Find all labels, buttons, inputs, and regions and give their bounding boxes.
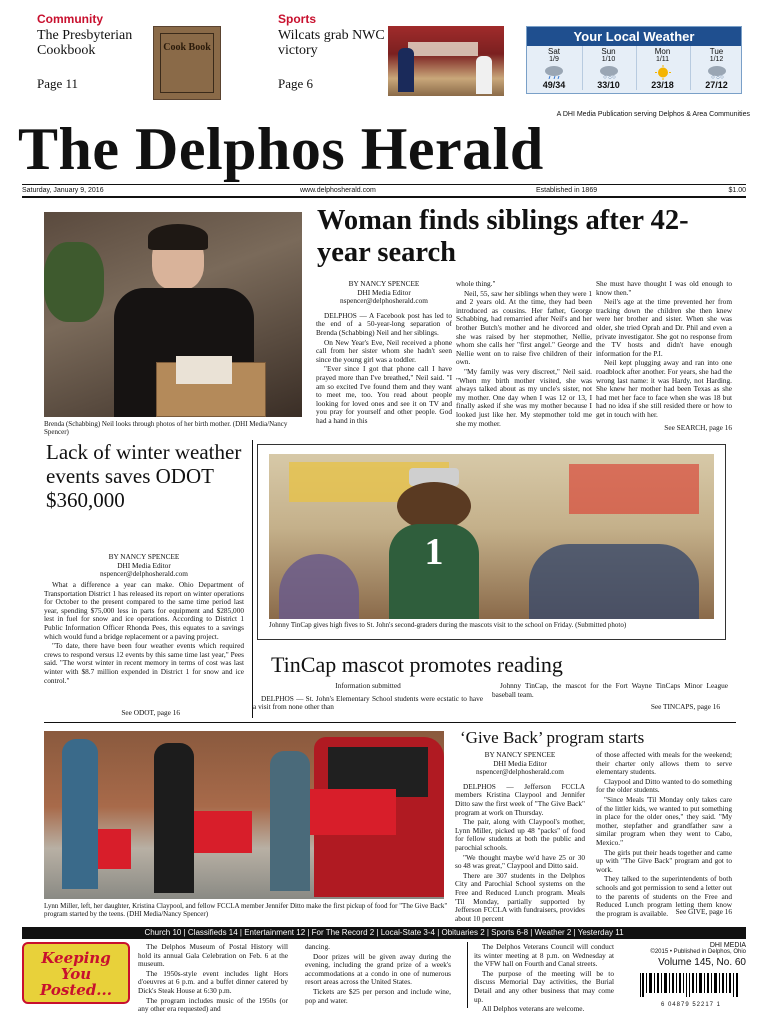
paragraph: dancing. [305,942,330,951]
teaser-kicker: Sports [278,12,317,26]
story2-byline [44,553,244,579]
plant-shape [44,242,104,322]
posted-column-3 [474,943,614,1015]
photographs [176,356,232,384]
paragraph: Neil kept plugging away and ran into one roadblock after another. For years, she had the wrong last name: it was Hardy, not Harding. She knew her mother had been Texas as she had met her face to face when she was 18 but had no idea if she still resided there or how to get in touch with her. [596,358,732,419]
person-figure [62,739,98,889]
section-index-bar[interactable]: Church 10 | Classifieds 14 | Entertainment 12 | For The Record 2 | Local-State 3-4 | Obituaries 2 | Sports 6-8 | Weather 2 | Yesterday 11 [22,927,746,939]
byline-email[interactable]: nspencer@delphosherald.com [476,767,564,777]
rain-cloud-icon [528,64,580,80]
story1-headline[interactable]: Woman finds siblings after 42-year search [317,205,689,268]
paragraph: Tickets are $25 per person and include wine, pop and water. [305,986,451,1005]
paragraph: of those affected with meals for the weekend; their charter only allows them to serve elementary students. [596,750,732,777]
paragraph: They talked to the superintendents of both schools and got permission to send a letter out to the parents of students on the Free and Reduced Lunch program letting them know the program is available. [596,874,732,918]
snow-cloud-icon [583,64,634,80]
teaser-community[interactable] [37,12,152,91]
paragraph: The Delphos Veterans Council will conduct its winter meeting at 8 p.m. on Wednesday at the VFW hall on Fourth and Canal streets. [474,942,614,969]
teaser-title: Wilcats grab NWC victory [278,28,385,58]
story1-column-1 [316,280,452,427]
story3-byline: Information submitted [335,681,401,690]
paragraph: The girls put their heads together and came up with "The Give Back" program and got to work. [596,847,732,874]
story3-jump-link[interactable]: See TINCAPS, page 16 [650,702,720,711]
posted-column-2 [305,943,451,1006]
gym-banner [408,42,478,56]
masthead-tagline: A DHI Media Publication serving Delphos & Area Communities [556,111,750,118]
cookbook-cover-title: Cook Book [160,33,214,93]
site-url[interactable]: www.delphosherald.com [300,187,376,194]
story1-column-3 [596,280,732,421]
byline-title: DHI Media Editor [493,758,547,768]
established-year: Established in 1869 [536,187,598,194]
woman-hair [148,224,208,250]
story3-caption: Johnny TinCap gives high fives to St. John's second-graders during the mascots visit to the school on Friday. (Submitted photo) [269,621,627,629]
story2-body [44,581,244,686]
story1-jump-link[interactable]: See SEARCH, page 16 [664,423,732,432]
paragraph: DELPHOS — St. John's Elementary School students were ecstatic to have a visit from none other than [253,693,483,712]
column-divider [467,942,468,1008]
barcode [636,973,746,1008]
paragraph: whole thing." [456,279,496,288]
byline-email[interactable]: nspencer@delphosherald.com [340,296,428,306]
paragraph: "Since Meals 'Til Monday only takes care of the littler kids, we wanted to put something in place for the older ones," they said. "My mother, stepfather and grandfather saw a similar program when they went to Cabo, Mexico." [596,794,732,847]
paragraph: There are 307 students in the Delphos City and Parochial School systems on the Free and Reduced Lunch program. Meals 'Til Monday, partially supported by Jefferson FCCLA with fundraisers, provides about 10 percent [455,870,585,923]
paragraph: On New Year's Eve, Neil received a phone call from her sister whom she hadn't seen since the young girl was a toddler. [316,337,452,364]
story3-photo [269,454,714,619]
paragraph: She must have thought I was old enough to know then." [596,279,732,297]
column-divider [252,440,253,718]
paragraph: The pair, along with Claypool's mother, Lynn Miller, picked up 48 "packs" of food for fellow students at both the public and parochial schools. [455,817,585,852]
red-crate [310,789,396,835]
story3-photo-frame [257,444,726,640]
story4-column-2 [596,751,732,919]
person-figure [154,743,194,893]
weather-days [527,46,741,93]
story3-column-2 [492,682,728,700]
paragraph: "My family was very discreet," Neil said. "When my birth mother visited, she was always talked about as my uncle's sister, not my mother. One day when I was 12 or 13, I finally asked if she was my mother because I looked just like her. My stepmother told me she my mother. [456,366,592,428]
paragraph: The purpose of the meeting will be to discuss Memorial Day activities, the Burial Detail and any other business that may come up. [474,968,614,1004]
bulletin-board [569,464,699,514]
weather-box [526,26,742,94]
paragraph: The program includes music of the 1950s (or any other era requested) and [138,995,288,1014]
weather-day-sun: Sun 1/10 33/10 [582,46,634,90]
paragraph: "To date, there have been four weather events which required crews to respond versus 12 events by this same time last year," Pees said. "The worst winter in recent memory in terms of cost was last winter with $8.7 million expended in District 1 for snow and ice control." [44,641,244,685]
masthead-title: The Delphos Herald [18,116,544,182]
teaser-page: Page 6 [278,76,314,91]
sun-icon [637,64,688,80]
posted-column-1 [138,943,288,1015]
paragraph: "We thought maybe we'd have 25 or 30 so 48 was great," Claypool and Ditto said. [455,852,585,871]
byline-name: BY NANCY SPENCEE [348,279,420,288]
paragraph: All Delphos veterans are welcome. [482,1004,585,1014]
story4-headline[interactable]: ‘Give Back’ program starts [460,728,645,747]
paragraph: DELPHOS — A Facebook post has led to the end of a 50-year-long separation of Brenda (Schabbing) Neil and her siblings. [316,310,452,337]
paragraph: What a difference a year can make. Ohio Department of Transportation District 1 has released its report on winter operations for October to the present compared to the same time period last year, spending $75,000 less in parts for equipment and $285,000 lest in fuel for snow and ice operations. According to District 1 Public Information Officer Rhonda Pees, this equates to a savings which would fund a bridge replacement or a paving project. [44,580,244,641]
issue-date: Saturday, January 9, 2016 [22,187,104,194]
byline-email[interactable]: nspencer@delphosherald.com [100,569,188,579]
issue-price: $1.00 [728,187,746,194]
story1-column-2 [456,280,592,429]
story4-column-1 [455,751,585,924]
teaser-title: The Presbyterian Cookbook [37,28,133,58]
publication-info [622,942,746,968]
person-figure [270,751,310,891]
story3-column-1 [253,682,483,713]
cookbook-thumbnail [153,26,221,100]
story1-photo [44,212,302,417]
teaser-kicker: Community [37,12,103,26]
weather-day-tue: Tue 1/12 27/12 [690,46,742,90]
byline-name: BY NANCY SPENCEE [108,552,180,561]
paragraph: The 1950s-style event includes light Hors d'oeuvres at 6 p.m. and a buffet dinner catered by Dick's Steak House at 6:30 p.m. [138,968,288,995]
weather-day-mon: Mon 1/11 23/18 [636,46,688,90]
paragraph: DELPHOS — Jefferson FCCLA members Kristina Claypool and Jennifer Ditto saw the first week of "The Give Back" program at work on Thursday. [455,781,585,817]
story1-caption: Brenda (Schabbing) Neil looks through photos of her birth mother. (DHI Media/Nancy Spencer) [44,420,288,437]
masthead-rule-top [22,184,746,185]
keeping-you-posted-logo [22,942,130,1004]
barcode-number: 6 04879 52217 1 [660,1002,722,1008]
paragraph: Claypool and Ditto wanted to do something for the older students. [596,776,732,795]
player-figure [476,56,492,94]
publisher-name: DHI MEDIA [709,942,746,949]
byline-name: BY NANCY SPENCEE [484,750,556,759]
teaser-sports[interactable] [278,12,388,91]
byline-title: DHI Media Editor [357,287,411,297]
story2-headline[interactable]: Lack of winter weather events saves ODOT $360,000 [46,440,242,512]
weather-title: Your Local Weather [527,27,741,46]
story4-caption: Lynn Miller, left, her daughter, Kristina Claypool, and fellow FCCLA member Jennifer Ditto make the first pickup of food for "The Give Back" program started by the teens. (DHI Media/Nancy Spencer) [44,902,448,919]
byline-title: DHI Media Editor [117,560,171,570]
paragraph: Johnny TinCap, the mascot for the Fort Wayne TinCaps Minor League baseball team. [492,681,728,699]
weather-day-sat: Sat 1/9 49/34 [528,46,580,90]
paragraph: Door prizes will be given away during the evening, including the grand prize of a week's accommodations at a condo in one of numerous resort areas across the United States. [305,951,451,987]
child-figures [279,554,359,619]
snow-cloud-icon [691,64,742,80]
teaser-page: Page 11 [37,76,79,91]
basketball-photo [388,26,504,96]
child-figures [529,544,699,619]
barcode-bars [636,973,746,997]
volume-number: Volume 145, No. 60 [658,957,746,968]
paragraph: "Ever since I got that phone call I have prayed more than I've breathed," Neil said. "I am so excited I've found them and they want to meet me, too. You read about people looking for loved ones and see it on TV and you pray for yourself and other people. God had a hand in this [316,364,452,425]
logo-text: Keeping You Posted... [40,949,112,999]
mascot-head [397,482,471,530]
story4-photo [44,731,444,899]
paragraph: Neil's age at the time prevented her from tracking down the children she then knew were her brother and sister. When she was older, she tried Oprah and Dr. Phil and even a private investigator. She got no response from the TV hosts and didn't have enough information for the P.I. [596,297,732,358]
paragraph: The Delphos Museum of Postal History will hold its annual Gala Celebration on Feb. 6 at the museum. [138,942,288,969]
story4-jump-link[interactable]: See GIVE, page 16 [675,907,732,916]
story3-headline[interactable]: TinCap mascot promotes reading [271,652,563,677]
player-figure [398,48,414,92]
jersey-number: 1 [424,531,444,573]
masthead-rule-bottom [22,196,746,198]
paragraph: Neil, 55, saw her siblings when they were 1 and 2 years old. At the time, they had been introduced as cousins. Her father, George Schabbing, had remarried after Neil's and her brother Butch's mother and he divorced and she was raised by her stepmother, Nellie, whom she calls her "first angel." George and Nellie went on to raise five children of their own. [456,288,592,367]
mascot-jersey [389,524,479,619]
copyright-line: ©2015 • Published in Delphos, Ohio [650,949,746,955]
section-rule [44,722,736,723]
story2-jump-link[interactable]: See ODOT, page 16 [121,708,180,717]
